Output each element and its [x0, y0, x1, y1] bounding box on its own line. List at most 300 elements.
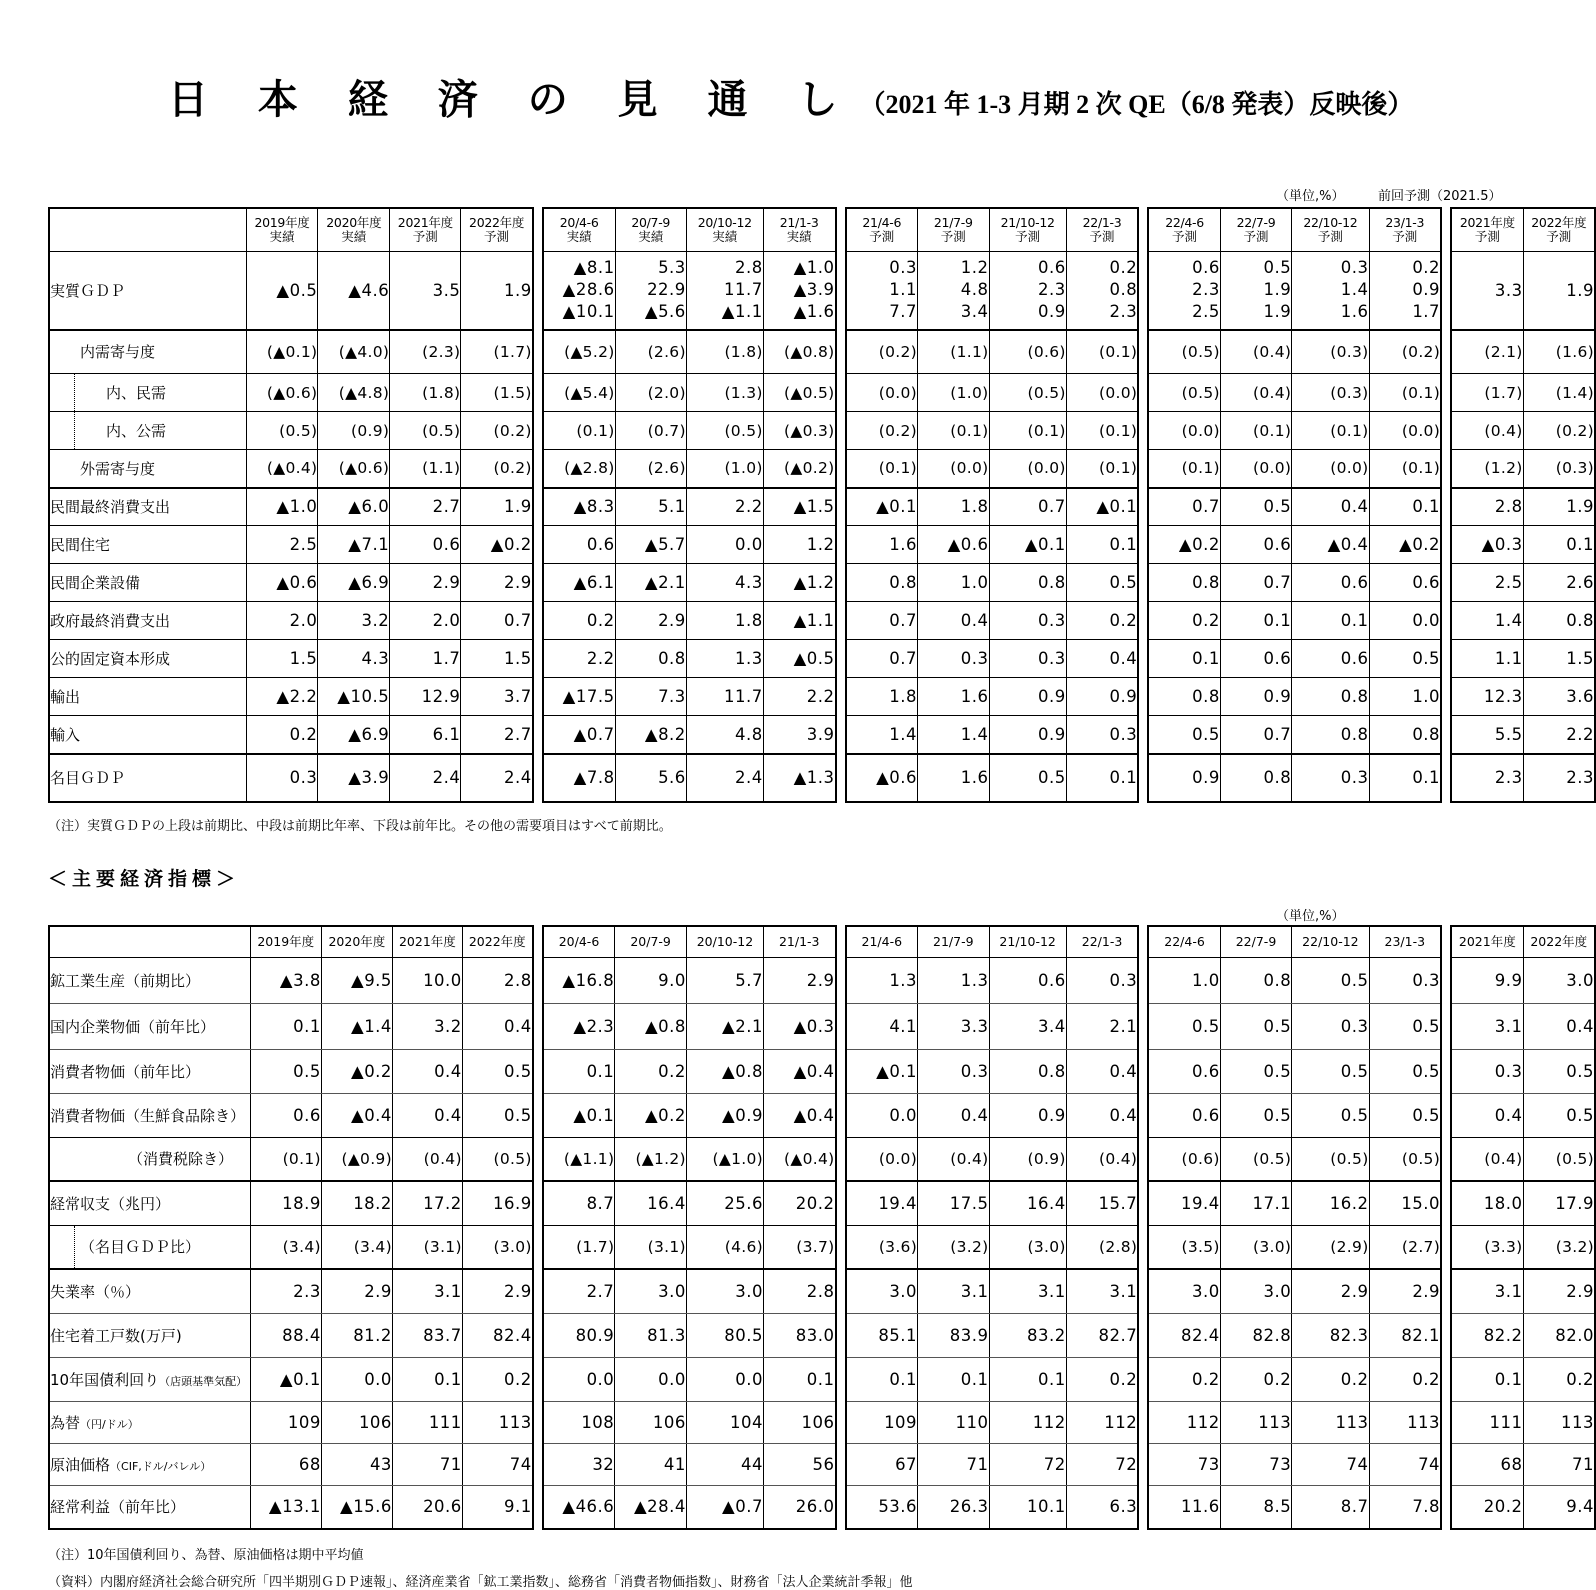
data-cell: 0.8	[615, 640, 686, 678]
table-row	[49, 678, 533, 716]
table-row	[1148, 957, 1441, 1003]
column-header: 2022年度 予測	[1523, 208, 1595, 252]
data-cell: 2.5	[1451, 564, 1523, 602]
data-cell: 2.2	[686, 488, 763, 526]
table-row	[543, 1049, 836, 1093]
data-cell: (3.0)	[462, 1225, 532, 1269]
data-cell: 72	[989, 1443, 1066, 1485]
data-cell: ▲6.9	[318, 716, 390, 754]
row-label: 内需寄与度	[49, 330, 246, 374]
table-row	[49, 1485, 533, 1529]
data-cell: 41	[615, 1443, 687, 1485]
data-cell: ▲3.8	[250, 957, 321, 1003]
data-cell: 3.0	[615, 1269, 687, 1313]
data-cell: ▲0.2	[615, 1093, 687, 1137]
data-cell: 3.1	[989, 1269, 1066, 1313]
data-cell: ▲2.2	[246, 678, 318, 716]
table-row	[1148, 1181, 1441, 1225]
data-cell: ▲0.4	[763, 1093, 835, 1137]
data-cell: 2.9	[321, 1269, 392, 1313]
data-cell: 0.5	[1523, 1049, 1595, 1093]
data-cell: 0.7	[989, 488, 1066, 526]
data-cell: ▲0.7	[543, 716, 615, 754]
table-row	[49, 1003, 533, 1049]
data-cell: (▲0.8)	[763, 330, 835, 374]
table-row	[1451, 640, 1595, 678]
data-cell: (▲0.5)	[763, 374, 835, 412]
data-cell: (▲4.0)	[318, 330, 390, 374]
data-cell: 0.5	[1369, 1003, 1441, 1049]
data-cell: ▲0.4	[321, 1093, 392, 1137]
table-row	[1148, 1313, 1441, 1357]
data-cell: (3.4)	[321, 1225, 392, 1269]
data-cell: 0.8	[1148, 678, 1220, 716]
data-cell: 71	[918, 1443, 989, 1485]
data-cell: (0.2)	[461, 412, 533, 450]
data-cell: 20.2	[1451, 1485, 1523, 1529]
table-row	[49, 1269, 533, 1313]
data-cell: 2.3	[1523, 754, 1595, 802]
table-row	[543, 330, 836, 374]
row-label: 経常利益（前年比）	[49, 1485, 250, 1529]
table-row	[543, 374, 836, 412]
table-row	[1148, 602, 1441, 640]
nesting-rule	[74, 412, 75, 449]
data-cell: (1.7)	[1451, 374, 1523, 412]
data-cell: 0.3	[989, 602, 1066, 640]
data-cell: ▲0.1	[250, 1357, 321, 1401]
data-cell: 2.1	[1066, 1003, 1138, 1049]
data-cell: 1.9	[1523, 252, 1595, 330]
table-row	[1451, 1225, 1595, 1269]
data-cell: 0.5	[1369, 1093, 1441, 1137]
unit-label: （単位,%）	[1276, 189, 1345, 204]
data-cell: 0.2	[462, 1357, 532, 1401]
data-cell: 112	[989, 1401, 1066, 1443]
data-cell: (0.4)	[1451, 412, 1523, 450]
table-row	[846, 1093, 1139, 1137]
data-cell: 3.1	[1066, 1269, 1138, 1313]
data-cell: 12.9	[390, 678, 461, 716]
data-cell: 0.1	[543, 1049, 615, 1093]
table-row	[1451, 678, 1595, 716]
data-cell: 5.1	[615, 488, 686, 526]
table1-annual-left	[48, 207, 534, 803]
data-cell: 2.0	[390, 602, 461, 640]
table-row	[49, 640, 533, 678]
data-cell: 3.3	[1451, 252, 1523, 330]
data-cell: 8.5	[1220, 1485, 1291, 1529]
data-cell: 0.4	[392, 1049, 462, 1093]
data-cell: ▲0.1	[543, 1093, 615, 1137]
data-cell: 6.3	[1066, 1485, 1138, 1529]
data-cell: 0.5	[1292, 1049, 1369, 1093]
data-cell: 0.8	[1220, 754, 1291, 802]
column-header: 2019年度 実績	[246, 208, 318, 252]
data-cell: 0.6	[1148, 1049, 1220, 1093]
table-row	[1451, 1357, 1595, 1401]
data-cell: 74	[1292, 1443, 1369, 1485]
data-cell: 1.8	[846, 678, 918, 716]
table-row	[1451, 564, 1595, 602]
data-cell: 0.9	[1220, 678, 1291, 716]
table-row	[1148, 1401, 1441, 1443]
data-cell: 0.1	[989, 1357, 1066, 1401]
data-cell: (▲0.6)	[246, 374, 318, 412]
data-cell: ▲5.7	[615, 526, 686, 564]
table-row	[846, 754, 1139, 802]
data-cell: 0.9	[1066, 678, 1138, 716]
table-row	[543, 526, 836, 564]
data-cell: 2.9	[390, 564, 461, 602]
data-cell: 2.2	[763, 678, 835, 716]
data-cell: 19.4	[1148, 1181, 1220, 1225]
data-cell: 74	[462, 1443, 532, 1485]
data-cell: 1.6	[918, 754, 990, 802]
column-header: 20/4-6	[543, 926, 615, 958]
data-cell: 0.6	[390, 526, 461, 564]
table-row	[1148, 450, 1441, 488]
data-cell: 0.2 0.9 1.7	[1369, 252, 1441, 330]
data-cell: ▲13.1	[250, 1485, 321, 1529]
data-cell: (1.0)	[918, 374, 990, 412]
data-cell: 7.8	[1369, 1485, 1441, 1529]
section-title-indicators: ＜主要経済指標＞	[48, 867, 241, 890]
data-cell: 0.3	[1369, 957, 1441, 1003]
data-cell: 2.7	[390, 488, 461, 526]
data-cell: 8.7	[543, 1181, 615, 1225]
data-cell: 0.4	[918, 602, 990, 640]
row-label: 民間最終消費支出	[49, 488, 246, 526]
data-cell: (4.6)	[686, 1225, 763, 1269]
data-cell: 1.0	[918, 564, 990, 602]
data-cell: 2.6	[1523, 564, 1595, 602]
table-row	[49, 488, 533, 526]
title-subtitle: （2021 年 1-3 月期 2 次 QE（6/8 発表）反映後）	[859, 90, 1414, 119]
table-row	[1148, 1049, 1441, 1093]
table-row	[543, 1003, 836, 1049]
data-cell: ▲28.4	[615, 1485, 687, 1529]
data-cell: (3.7)	[763, 1225, 835, 1269]
row-label: 鉱工業生産（前期比）	[49, 957, 250, 1003]
data-cell: 0.3	[1292, 1003, 1369, 1049]
data-cell: 2.9	[462, 1269, 532, 1313]
table1-note: （注）実質ＧＤＰの上段は前期比、中段は前期比年率、下段は前年比。その他の需要項目はすべて前期比。	[48, 818, 672, 834]
data-cell: 0.8	[989, 564, 1066, 602]
data-cell: 0.6 2.3 0.9	[989, 252, 1066, 330]
table-row	[49, 1313, 533, 1357]
data-cell: ▲6.9	[318, 564, 390, 602]
data-cell: 0.3 1.4 1.6	[1292, 252, 1369, 330]
data-cell: ▲0.6	[918, 526, 990, 564]
data-cell: 104	[686, 1401, 763, 1443]
data-cell: 0.6	[1148, 1093, 1220, 1137]
data-cell: (1.4)	[1523, 374, 1595, 412]
data-cell: ▲0.4	[1292, 526, 1369, 564]
data-cell: (0.5)	[246, 412, 318, 450]
column-header: 22/7-9 予測	[1220, 208, 1291, 252]
table-row	[49, 330, 533, 374]
table-row	[543, 1181, 836, 1225]
data-cell: (▲0.9)	[321, 1137, 392, 1181]
data-cell: 0.8	[1523, 602, 1595, 640]
data-cell: 2.5	[246, 526, 318, 564]
data-cell: (▲0.4)	[763, 1137, 835, 1181]
data-cell: 82.1	[1369, 1313, 1441, 1357]
data-cell: (0.3)	[1292, 374, 1369, 412]
data-cell: (0.4)	[1066, 1137, 1138, 1181]
table-row	[846, 1357, 1139, 1401]
data-cell: 10.1	[989, 1485, 1066, 1529]
data-cell: (0.1)	[918, 412, 990, 450]
data-cell: 3.0	[1523, 957, 1595, 1003]
table-row	[543, 564, 836, 602]
data-cell: 1.6	[846, 526, 918, 564]
data-cell: 10.0	[392, 957, 462, 1003]
data-cell: 0.8	[1220, 957, 1291, 1003]
data-cell: 2.9	[1523, 1269, 1595, 1313]
data-cell: 0.8	[846, 564, 918, 602]
data-cell: 2.9	[763, 957, 835, 1003]
data-cell: (1.8)	[390, 374, 461, 412]
table-row	[1148, 1225, 1441, 1269]
data-cell: (0.5)	[1220, 1137, 1291, 1181]
data-cell: 0.2	[1523, 1357, 1595, 1401]
data-cell: 56	[763, 1443, 835, 1485]
column-header: 21/10-12 予測	[989, 208, 1066, 252]
table1-container	[0, 207, 1596, 803]
table-row	[1451, 1401, 1595, 1443]
data-cell: (0.0)	[918, 450, 990, 488]
table1-quarters-2021	[845, 207, 1140, 803]
table-row	[49, 374, 533, 412]
data-cell: 2.4	[461, 754, 533, 802]
row-label-header	[49, 926, 250, 958]
table-row	[846, 1401, 1139, 1443]
table-row	[1148, 1093, 1441, 1137]
table-row	[543, 450, 836, 488]
data-cell: 2.8	[462, 957, 532, 1003]
data-cell: (▲5.2)	[543, 330, 615, 374]
data-cell: ▲1.2	[763, 564, 835, 602]
table-row	[49, 957, 533, 1003]
column-header: 22/1-3 予測	[1066, 208, 1138, 252]
column-header: 2022年度 予測	[461, 208, 533, 252]
data-cell: 108	[543, 1401, 615, 1443]
table-row	[846, 252, 1139, 330]
data-cell: ▲2.1	[615, 564, 686, 602]
table-row	[1148, 252, 1441, 330]
table1-quarters-2022	[1147, 207, 1442, 803]
data-cell: (1.7)	[461, 330, 533, 374]
data-cell: ▲0.6	[846, 754, 918, 802]
data-cell: 18.0	[1451, 1181, 1523, 1225]
table-row	[846, 1137, 1139, 1181]
data-cell: ▲0.3	[1451, 526, 1523, 564]
data-cell: (3.1)	[615, 1225, 687, 1269]
data-cell: (0.1)	[1292, 412, 1369, 450]
data-cell: 0.5	[1292, 1093, 1369, 1137]
data-cell: 0.2	[1066, 1357, 1138, 1401]
data-cell: (0.1)	[1148, 450, 1220, 488]
data-cell: 3.9	[763, 716, 835, 754]
data-cell: 1.4	[918, 716, 990, 754]
data-cell: 0.5	[1523, 1093, 1595, 1137]
data-cell: (0.9)	[318, 412, 390, 450]
data-cell: 11.6	[1148, 1485, 1220, 1529]
data-cell: 0.9	[1148, 754, 1220, 802]
column-header: 21/1-3 実績	[763, 208, 835, 252]
data-cell: ▲10.5	[318, 678, 390, 716]
data-cell: 80.9	[543, 1313, 615, 1357]
table-row	[49, 602, 533, 640]
data-cell: 0.1	[1066, 754, 1138, 802]
data-cell: 4.1	[846, 1003, 918, 1049]
data-cell: 82.4	[1148, 1313, 1220, 1357]
data-cell: (0.4)	[392, 1137, 462, 1181]
data-cell: 5.3 22.9 ▲5.6	[615, 252, 686, 330]
data-cell: (▲1.2)	[615, 1137, 687, 1181]
data-cell: ▲1.0 ▲3.9 ▲1.6	[763, 252, 835, 330]
data-cell: ▲0.2	[1369, 526, 1441, 564]
data-cell: 0.5	[1148, 1003, 1220, 1049]
data-cell: ▲0.2	[321, 1049, 392, 1093]
data-cell: 0.4	[1523, 1003, 1595, 1049]
data-cell: 9.0	[615, 957, 687, 1003]
data-cell: 0.9	[989, 1093, 1066, 1137]
table2-container	[0, 925, 1596, 1531]
column-header: 23/1-3	[1369, 926, 1441, 958]
data-cell: (0.0)	[1220, 450, 1291, 488]
data-cell: 110	[918, 1401, 989, 1443]
data-cell: 0.2	[246, 716, 318, 754]
data-cell: 0.5	[1220, 488, 1291, 526]
data-cell: (0.7)	[615, 412, 686, 450]
data-cell: 3.0	[1220, 1269, 1291, 1313]
data-cell: (3.4)	[250, 1225, 321, 1269]
data-cell: 0.2	[615, 1049, 687, 1093]
row-label: 消費者物価（前年比）	[49, 1049, 250, 1093]
data-cell: (1.2)	[1451, 450, 1523, 488]
data-cell: 2.7	[543, 1269, 615, 1313]
data-cell: 3.2	[392, 1003, 462, 1049]
table-row	[1451, 1093, 1595, 1137]
column-header: 20/7-9 実績	[615, 208, 686, 252]
row-label: 消費者物価（生鮮食品除き）	[49, 1093, 250, 1137]
row-label: 政府最終消費支出	[49, 602, 246, 640]
data-cell: (0.3)	[1292, 330, 1369, 374]
table-row	[543, 678, 836, 716]
data-cell: ▲7.1	[318, 526, 390, 564]
column-header: 21/7-9	[918, 926, 989, 958]
data-cell: (2.8)	[1066, 1225, 1138, 1269]
table-row	[49, 716, 533, 754]
data-cell: 0.5	[1148, 716, 1220, 754]
data-cell: 1.6	[918, 678, 990, 716]
data-cell: 0.6	[543, 526, 615, 564]
column-header: 20/10-12	[686, 926, 763, 958]
data-cell: 3.1	[392, 1269, 462, 1313]
data-cell: ▲7.8	[543, 754, 615, 802]
data-cell: 111	[392, 1401, 462, 1443]
data-cell: (0.1)	[250, 1137, 321, 1181]
table-row	[846, 1485, 1139, 1529]
data-cell: 1.4	[846, 716, 918, 754]
data-cell: 0.4	[1066, 1093, 1138, 1137]
data-cell: (0.5)	[462, 1137, 532, 1181]
row-label: 内、公需	[49, 412, 246, 450]
table-row	[846, 488, 1139, 526]
table-row	[1148, 716, 1441, 754]
nesting-rule	[74, 1226, 75, 1269]
data-cell: 0.3	[918, 640, 990, 678]
data-cell: ▲3.9	[318, 754, 390, 802]
data-cell: 2.3	[1451, 754, 1523, 802]
table-row	[846, 330, 1139, 374]
column-header: 2022年度	[1523, 926, 1595, 958]
column-header: 2021年度	[1451, 926, 1523, 958]
table2-annual-left	[48, 925, 534, 1531]
data-cell: 0.7	[846, 602, 918, 640]
data-cell: 0.6	[1292, 640, 1369, 678]
table-row	[1451, 1443, 1595, 1485]
data-cell: 1.9	[461, 488, 533, 526]
data-cell: (▲1.1)	[543, 1137, 615, 1181]
data-cell: 0.8	[1148, 564, 1220, 602]
data-cell: 15.7	[1066, 1181, 1138, 1225]
table2-note-1: （注）10年国債利回り、為替、原油価格は期中平均値	[48, 1548, 364, 1563]
data-cell: (0.5)	[1292, 1137, 1369, 1181]
data-cell: (0.4)	[918, 1137, 989, 1181]
data-cell: 0.6	[1292, 564, 1369, 602]
table-row	[1451, 1313, 1595, 1357]
data-cell: 3.3	[918, 1003, 989, 1049]
column-header: 21/4-6	[846, 926, 918, 958]
column-header: 22/10-12	[1292, 926, 1369, 958]
data-cell: 0.4	[1292, 488, 1369, 526]
row-label: 原油価格（CIF,ドル/バレル）	[49, 1443, 250, 1485]
data-cell: (0.5)	[1148, 330, 1220, 374]
column-header: 2019年度	[250, 926, 321, 958]
data-cell: (1.3)	[686, 374, 763, 412]
data-cell: 2.8 11.7 ▲1.1	[686, 252, 763, 330]
column-header: 22/4-6	[1148, 926, 1220, 958]
data-cell: (2.6)	[615, 450, 686, 488]
data-cell: (▲4.8)	[318, 374, 390, 412]
data-cell: 73	[1220, 1443, 1291, 1485]
table-row	[543, 754, 836, 802]
data-cell: 26.0	[763, 1485, 835, 1529]
table-row	[49, 564, 533, 602]
table-row	[543, 1313, 836, 1357]
data-cell: 0.3	[1451, 1049, 1523, 1093]
data-cell: 3.2	[318, 602, 390, 640]
data-cell: 0.6	[1220, 640, 1291, 678]
data-cell: 2.9	[615, 602, 686, 640]
table-row	[1451, 1003, 1595, 1049]
unit-label-2: （単位,%）	[1276, 908, 1345, 924]
data-cell: 0.1	[918, 1357, 989, 1401]
data-cell: 0.1	[250, 1003, 321, 1049]
data-cell: 2.0	[246, 602, 318, 640]
data-cell: ▲16.8	[543, 957, 615, 1003]
data-cell: ▲0.2	[461, 526, 533, 564]
table-row	[49, 412, 533, 450]
data-cell: ▲0.1	[846, 488, 918, 526]
row-label: 国内企業物価（前年比）	[49, 1003, 250, 1049]
table-row	[543, 1225, 836, 1269]
table-row	[1148, 1137, 1441, 1181]
